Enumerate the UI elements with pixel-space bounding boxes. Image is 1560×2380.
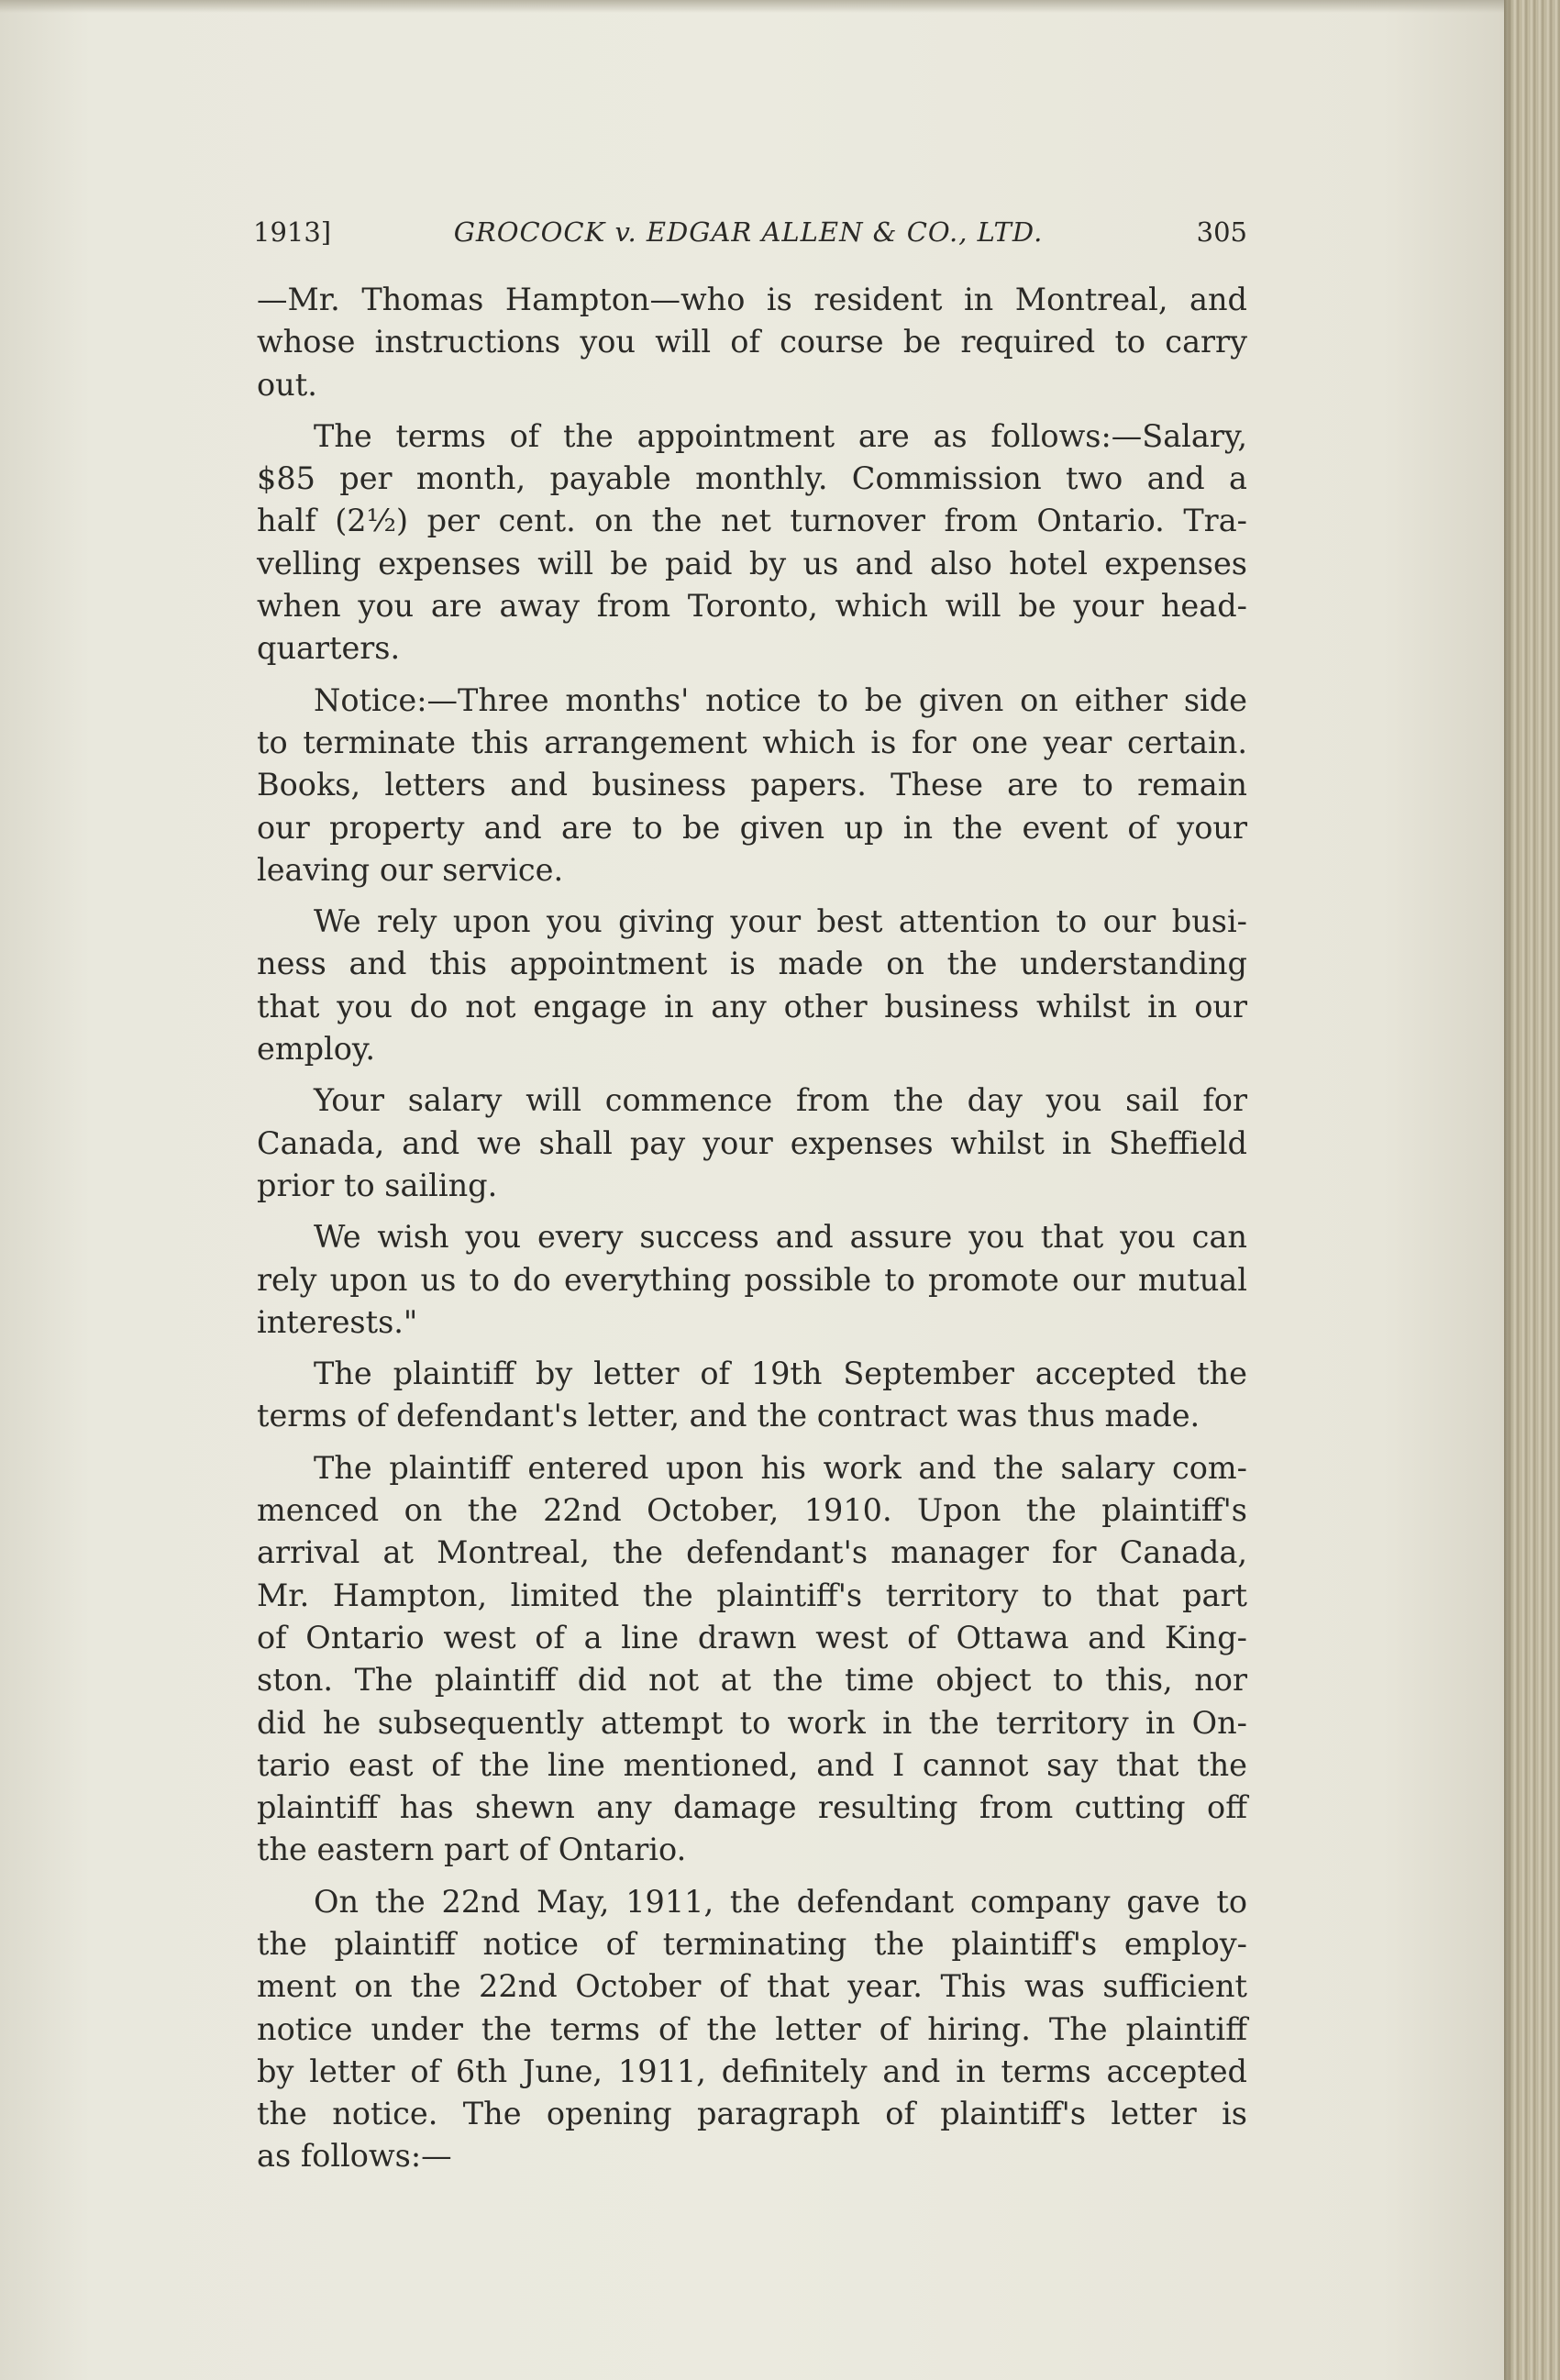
paragraph-gap	[257, 1872, 1247, 1881]
paragraph	[257, 901, 1247, 1070]
text-line: interests."	[257, 1303, 418, 1340]
text-line: $85 per month, payable monthly. Commission two and a	[257, 460, 1247, 497]
text-line: ston. The plaintiff did not at the time object to this, nor	[257, 1662, 1247, 1699]
page-number: 305	[1196, 216, 1247, 248]
running-head-year: 1913]	[253, 216, 332, 248]
text-line: We rely upon you giving your best attention to our busi-	[314, 903, 1247, 940]
text-line: did he subsequently attempt to work in the territory in On-	[257, 1704, 1247, 1741]
running-head	[253, 216, 1247, 257]
text-line: notice under the terms of the letter of hiring. The plaintiff	[257, 2010, 1247, 2047]
text-line: Books, letters and business papers. These are to remain	[257, 767, 1247, 803]
paragraph	[257, 279, 1247, 406]
text-line: The terms of the appointment are as follows:—Salary,	[314, 417, 1247, 454]
text-line: our property and are to be given up in the event of your	[257, 809, 1247, 846]
text-line: Mr. Hampton, limited the plaintiff's territory to that part	[257, 1577, 1247, 1613]
paragraph-gap	[257, 670, 1247, 680]
text-line: —Mr. Thomas Hampton—who is resident in Montreal, and	[257, 282, 1247, 317]
text-line: Your salary will commence from the day you sail for	[314, 1082, 1247, 1119]
paragraph	[257, 680, 1247, 891]
paragraph	[257, 1447, 1247, 1872]
text-line: arrival at Montreal, the defendant's manager for Canada,	[257, 1534, 1247, 1571]
paragraph-gap	[257, 1344, 1247, 1353]
text-line: menced on the 22nd October, 1910. Upon the plaintiff's	[257, 1492, 1247, 1529]
paragraph-gap	[257, 1207, 1247, 1216]
paragraph	[257, 1353, 1247, 1438]
text-line: We wish you every success and assure you that you can	[314, 1219, 1247, 1256]
text-line: Notice:—Three months' notice to be given on either side	[314, 681, 1247, 718]
text-line: plaintiff has shewn any damage resulting from cutting off	[257, 1789, 1247, 1826]
text-line: employ.	[257, 1031, 376, 1068]
text-line: The plaintiff entered upon his work and the salary com-	[314, 1449, 1247, 1486]
text-line: as follows:—	[257, 2138, 452, 2175]
text-line: leaving our service.	[257, 851, 564, 888]
paragraph	[257, 1216, 1247, 1344]
paragraph	[257, 1079, 1247, 1207]
page-top-shadow	[0, 0, 1504, 13]
text-line: tario east of the line mentioned, and I cannot say that the	[257, 1746, 1247, 1783]
text-line: Canada, and we shall pay your expenses whilst in Sheffield	[257, 1124, 1247, 1161]
text-line: by letter of 6th June, 1911, definitely and in terms accepted	[257, 2053, 1247, 2089]
paragraph	[257, 1881, 1247, 2178]
running-head-title: GROCOCK v. EDGAR ALLEN & CO., LTD.	[453, 216, 1044, 248]
text-line: the notice. The opening paragraph of plaintiff's letter is	[257, 2096, 1247, 2132]
text-line: of Ontario west of a line drawn west of Ottawa and King-	[257, 1619, 1247, 1655]
paragraph-gap	[257, 1438, 1247, 1447]
text-line: when you are away from Toronto, which will be your head-	[257, 588, 1247, 625]
text-line: quarters.	[257, 630, 401, 667]
paragraph	[257, 415, 1247, 670]
text-line: The plaintiff by letter of 19th September accepted the	[314, 1356, 1247, 1392]
text-line: rely upon us to do everything possible to promote our mutual	[257, 1261, 1247, 1298]
text-line: velling expenses will be paid by us and also hotel expenses	[257, 545, 1247, 581]
text-line: that you do not engage in any other business whilst in our	[257, 988, 1247, 1024]
text-line: prior to sailing.	[257, 1167, 498, 1203]
text-line: ment on the 22nd October of that year. This was sufficient	[257, 1968, 1247, 2005]
paragraph-gap	[257, 1070, 1247, 1079]
text-line: ness and this appointment is made on the understanding	[257, 946, 1247, 982]
text-line: whose instructions you will of course be required to carry	[257, 324, 1247, 360]
text-line: half (2½) per cent. on the net turnover from Ontario. Tra-	[257, 503, 1247, 539]
text-line: the plaintiff notice of terminating the plaintiff's employ-	[257, 1925, 1247, 1962]
text-line: out.	[257, 366, 317, 403]
text-line: the eastern part of Ontario.	[257, 1832, 687, 1868]
text-line: terms of defendant's letter, and the contract was thus made.	[257, 1398, 1200, 1434]
text-line: On the 22nd May, 1911, the defendant company gave to	[314, 1883, 1247, 1920]
book-spine-edge	[1504, 0, 1560, 2380]
body-text	[257, 279, 1247, 2178]
paragraph-gap	[257, 891, 1247, 901]
text-line: to terminate this arrangement which is for one year certain.	[257, 724, 1247, 760]
paragraph-gap	[257, 406, 1247, 415]
